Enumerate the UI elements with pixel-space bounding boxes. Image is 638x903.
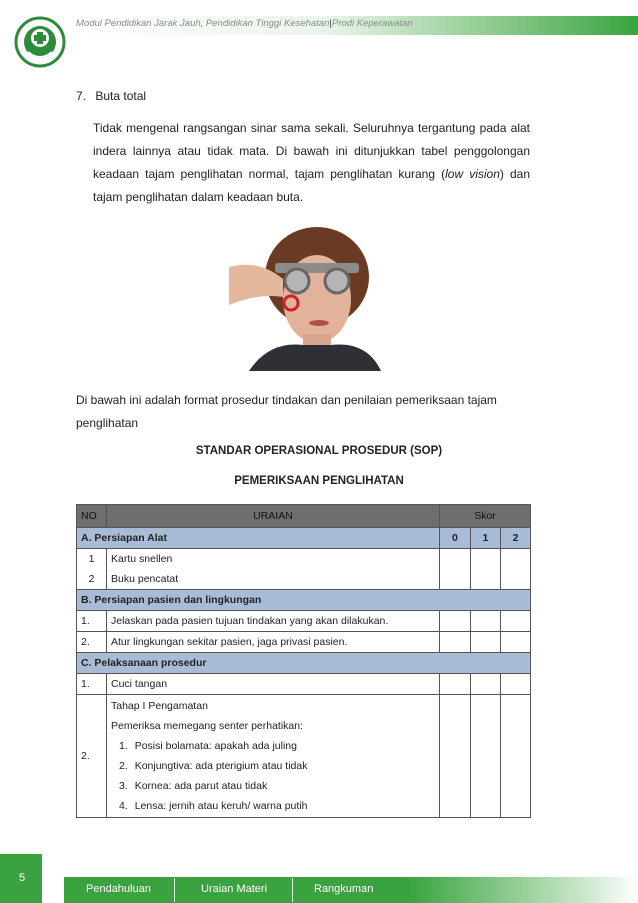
sub-text: Lensa: jernih atau keruh/ warna putih <box>134 800 308 812</box>
score-cell[interactable] <box>439 695 470 818</box>
table-row <box>77 611 531 632</box>
header-title <box>76 18 413 29</box>
nav-pendahuluan[interactable]: Pendahuluan <box>86 883 151 895</box>
score-cell[interactable] <box>500 632 530 653</box>
paragraph-buta-total <box>93 117 530 209</box>
score-2: 2 <box>500 528 530 549</box>
row-no: 1. <box>77 611 107 632</box>
row-no: 2 <box>77 569 107 590</box>
row-no: 2. <box>77 632 107 653</box>
sub-number: 2. <box>119 760 128 772</box>
paragraph-sop-intro: Di bawah ini adalah format prosedur tindakan dan penilaian pemeriksaan tajam penglihatan <box>76 393 497 430</box>
row-no: 2. <box>77 695 107 818</box>
eye-exam-photo <box>229 219 381 371</box>
kemenkes-logo <box>14 8 66 76</box>
section-c-label: C. Pelaksanaan prosedur <box>77 653 531 674</box>
table-row <box>77 549 531 570</box>
score-cell[interactable] <box>439 549 470 590</box>
section-c-row <box>77 653 531 674</box>
section-a-label: A. Persiapan Alat <box>77 528 440 549</box>
section-b-row <box>77 590 531 611</box>
score-0: 0 <box>439 528 470 549</box>
paragraph1-text: Tidak mengenal rangsangan sinar sama sekali. Seluruhnya tergantung pada alat indera lainnya atau tidak mata. Di bawah ini ditunjukkan tabel penggolongan keadaan tajam penglihatan normal, tajam penglihatan kurang ( <box>93 121 530 181</box>
page-number-box <box>0 854 42 903</box>
nav-separator <box>174 878 175 902</box>
stage-title: Tahap I Pengamatan <box>111 700 208 712</box>
row-text: Cuci tangan <box>107 674 440 695</box>
sop-title: STANDAR OPERASIONAL PROSEDUR (SOP) <box>195 445 443 457</box>
item-number: 7. <box>76 89 87 103</box>
stage-instruction: Pemeriksa memegang senter perhatikan: <box>111 720 304 732</box>
paragraph1-end: ) dan tajam penglihatan dalam keadaan buta. <box>93 167 530 204</box>
score-cell[interactable] <box>500 549 530 590</box>
section-b-label: B. Persiapan pasien dan lingkungan <box>77 590 531 611</box>
row-text: Kartu snellen <box>107 549 440 570</box>
row-text: Jelaskan pada pasien tujuan tindakan yang akan dilakukan. <box>107 611 440 632</box>
table-row <box>77 674 531 695</box>
score-cell[interactable] <box>439 611 470 632</box>
row-text: Buku pencatat <box>107 569 440 590</box>
sub-item <box>111 776 435 796</box>
sub-number: 3. <box>119 780 128 792</box>
score-cell[interactable] <box>470 549 500 590</box>
page-number: 5 <box>19 872 26 884</box>
score-cell[interactable] <box>439 674 470 695</box>
table-header-row <box>77 505 531 528</box>
score-cell[interactable] <box>470 611 500 632</box>
sub-item <box>111 796 435 816</box>
header-separator: | <box>329 18 332 29</box>
sop-table <box>76 504 531 818</box>
nav-uraian-materi[interactable]: Uraian Materi <box>201 883 268 895</box>
score-cell[interactable] <box>470 632 500 653</box>
module-title: Modul Pendidikan Jarak Jauh, Pendidikan Tinggi Kesehatan <box>76 18 330 29</box>
sub-item <box>111 736 435 756</box>
score-cell[interactable] <box>470 695 500 818</box>
sop-subtitle: PEMERIKSAAN PENGLIHATAN <box>234 475 404 487</box>
score-cell[interactable] <box>500 674 530 695</box>
score-cell[interactable] <box>470 674 500 695</box>
table-row <box>77 695 531 818</box>
row-text-multiline <box>107 695 440 818</box>
score-cell[interactable] <box>500 695 530 818</box>
sub-text: Konjungtiva: ada pterigium atau tidak <box>134 760 308 772</box>
score-cell[interactable] <box>500 611 530 632</box>
col-uraian: URAIAN <box>107 505 440 528</box>
nav-separator <box>292 878 293 902</box>
program-name: Prodi Keperawatan <box>331 18 413 29</box>
low-vision-term: low vision <box>445 167 500 181</box>
sub-number: 1. <box>119 740 128 752</box>
col-no: NO <box>77 505 107 528</box>
row-no: 1. <box>77 674 107 695</box>
row-text: Atur lingkungan sekitar pasien, jaga privasi pasien. <box>107 632 440 653</box>
sub-number: 4. <box>119 800 128 812</box>
col-skor: Skor <box>439 505 530 528</box>
item-title: Buta total <box>95 89 147 103</box>
row-no: 1 <box>77 549 107 570</box>
sub-text: Posisi bolamata: apakah ada juling <box>134 740 297 752</box>
sub-item <box>111 756 435 776</box>
sub-text: Kornea: ada parut atau tidak <box>134 780 268 792</box>
table-row <box>77 632 531 653</box>
score-1: 1 <box>470 528 500 549</box>
section-a-row <box>77 528 531 549</box>
list-item-7 <box>76 89 146 103</box>
score-cell[interactable] <box>439 632 470 653</box>
nav-rangkuman[interactable]: Rangkuman <box>314 883 374 895</box>
